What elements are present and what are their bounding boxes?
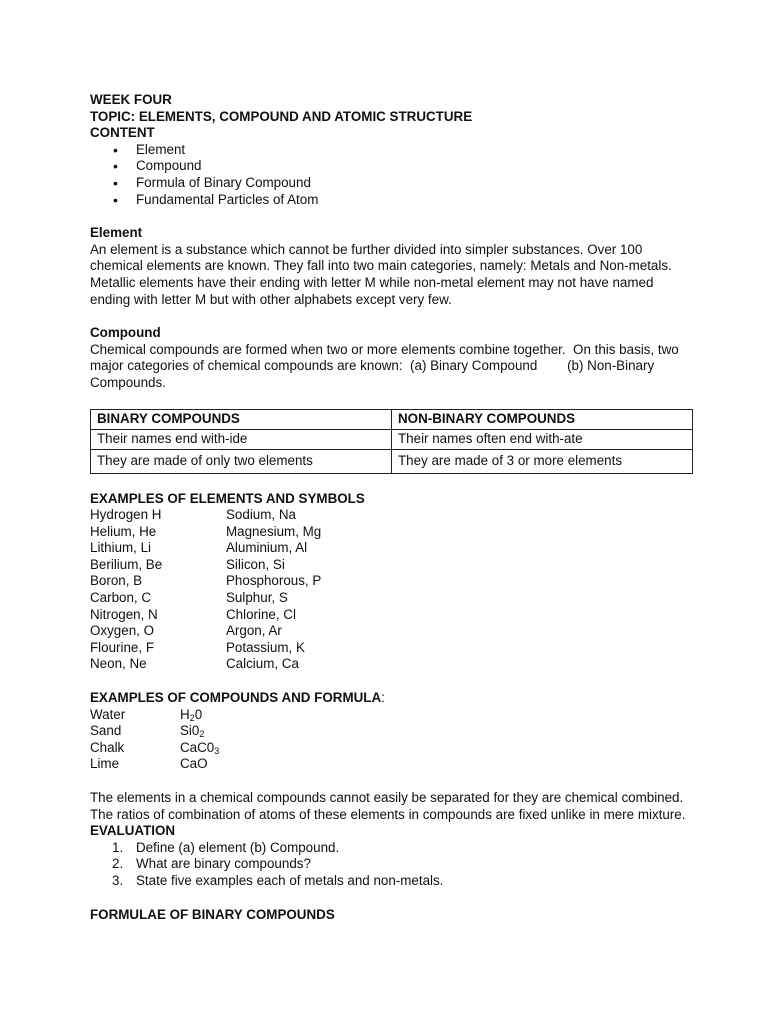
elements-left-column xyxy=(90,507,226,673)
list-item: Flourine, F xyxy=(90,639,154,655)
compound-formula: $Si0_2$ xyxy=(180,723,205,740)
table-cell: They are made of 3 or more elements xyxy=(392,449,693,473)
evaluation-list xyxy=(90,840,693,890)
table-cell: Their names end with-ide xyxy=(91,429,392,449)
list-item: Boron, B xyxy=(90,573,143,589)
table-cell: They are made of only two elements xyxy=(91,449,392,473)
elements-right-column xyxy=(226,507,693,673)
list-item: Aluminium, Al xyxy=(226,540,308,556)
compound-paragraph: Chemical compounds are formed when two or more elements combine together. On this basis, two major categories of chemical compounds are known: (a) Binary Compound (b) Non-Binary Compounds. xyxy=(90,341,683,390)
table-header-binary: BINARY COMPOUNDS xyxy=(91,409,392,429)
list-item: Phosphorous, P xyxy=(226,573,322,589)
table-cell: Their names often end with-ate xyxy=(392,429,693,449)
list-item: Argon, Ar xyxy=(226,623,282,639)
compound-formula: $H_20$ xyxy=(180,706,203,723)
compound-name: Lime xyxy=(90,756,120,772)
list-item: • Compound xyxy=(90,158,693,175)
list-item: • Fundamental Particles of Atom xyxy=(90,192,693,209)
list-item: Sulphur, S xyxy=(226,590,288,606)
element-heading: Element xyxy=(90,225,143,241)
list-item: 2. What are binary compounds? xyxy=(112,856,311,872)
list-item: • Element xyxy=(90,142,693,159)
list-item: Helium, He xyxy=(90,523,157,539)
elements-examples-heading: EXAMPLES OF ELEMENTS AND SYMBOLS xyxy=(90,490,365,506)
list-item xyxy=(90,756,693,773)
topic-heading: TOPIC: ELEMENTS, COMPOUND AND ATOMIC STRUCTURE xyxy=(90,108,473,124)
table-header-non-binary: NON-BINARY COMPOUNDS xyxy=(392,409,693,429)
table-header-row xyxy=(91,409,693,429)
element-paragraph: An element is a substance which cannot be further divided into simpler substances. Over 100 chemical elements are known. They fall into two main categories, namely: Metals and Non-metals. xyxy=(90,241,672,274)
list-item: Lithium, Li xyxy=(90,540,152,556)
compounds-examples-list xyxy=(90,707,693,773)
compound-formula: CaO xyxy=(180,756,208,772)
table-row xyxy=(91,429,693,449)
list-item: Potassium, K xyxy=(226,639,305,655)
list-item: 1. Define (a) element (b) Compound. xyxy=(112,839,340,855)
list-item: Carbon, C xyxy=(90,590,152,606)
list-item xyxy=(90,740,693,757)
list-item xyxy=(90,723,693,740)
compound-name: Chalk xyxy=(90,739,125,755)
list-item: Chlorine, Cl xyxy=(226,606,296,622)
list-item: Sodium, Na xyxy=(226,507,296,523)
compound-formula: $CaC0_3$ xyxy=(180,739,220,756)
list-item: Neon, Ne xyxy=(90,656,147,672)
compounds-examples-heading: EXAMPLES OF COMPOUNDS AND FORMULA: xyxy=(90,690,385,706)
list-item: Nitrogen, N xyxy=(90,606,158,622)
content-list xyxy=(90,142,693,208)
compound-name: Water xyxy=(90,706,126,722)
compound-name: Sand xyxy=(90,723,122,739)
list-item: • Formula of Binary Compound xyxy=(90,175,693,192)
list-item: Hydrogen H xyxy=(90,507,162,523)
formulae-heading: FORMULAE OF BINARY COMPOUNDS xyxy=(90,906,335,922)
list-item: Silicon, Si xyxy=(226,556,285,572)
list-item xyxy=(90,707,693,724)
evaluation-heading: EVALUATION xyxy=(90,823,176,839)
elements-examples-list xyxy=(90,507,693,673)
week-heading: WEEK FOUR xyxy=(90,92,172,107)
compound-comparison-table xyxy=(90,409,693,474)
document-page xyxy=(90,92,693,923)
content-label: CONTENT xyxy=(90,125,155,141)
compound-heading: Compound xyxy=(90,325,161,341)
table-row xyxy=(91,449,693,473)
metallic-paragraph: Metallic elements have their ending with letter M while non-metal element may not have named ending with letter M but with other alphabets except very few. xyxy=(90,274,654,307)
list-item: Calcium, Ca xyxy=(226,656,299,672)
closing-paragraph: The elements in a chemical compounds cannot easily be separated for they are chemical combined. The ratios of combination of atoms of these elements in compounds are fixed unlike in mere mixture. xyxy=(90,790,686,822)
list-item: Oxygen, O xyxy=(90,623,155,639)
list-item: Berilium, Be xyxy=(90,556,163,572)
list-item: Magnesium, Mg xyxy=(226,523,322,539)
list-item: 3. State five examples each of metals and non-metals. xyxy=(112,872,444,888)
